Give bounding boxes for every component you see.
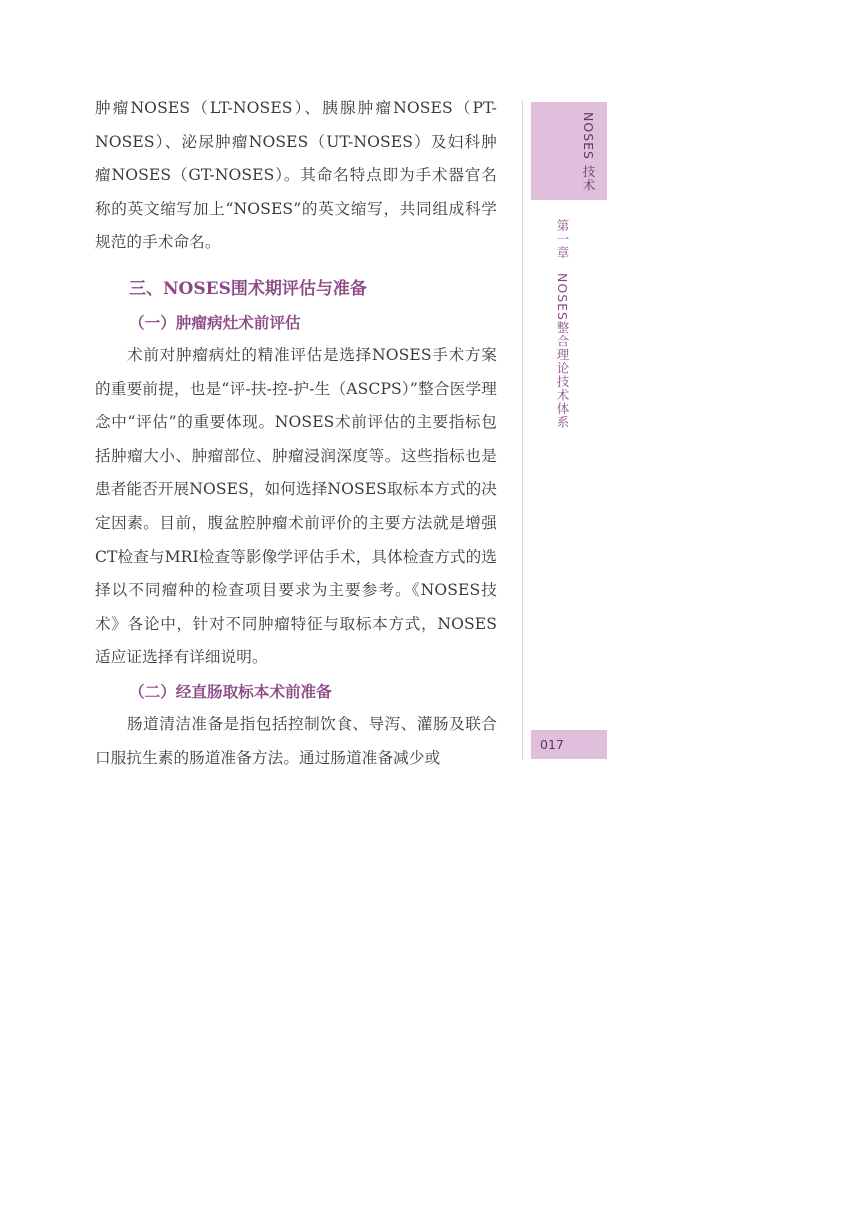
book-title: NOSES 技术 bbox=[581, 112, 596, 192]
body-paragraph: 肠道清洁准备是指包括控制饮食、导泻、灌肠及联合口服抗生素的肠道准备方法。通过肠道准备减少或 bbox=[95, 714, 497, 767]
body-paragraph: 术前对肿瘤病灶的精准评估是选择NOSES手术方案的重要前提，也是“评-扶-控-护-生（ASCPS）”整合医学理念中“评估”的重要体现。NOSES术前评估的主要指标包括肿瘤大小、肿瘤部位、肿瘤浸润深度等。这些指标也是患者能否开展NOSES，如何选择NOSES取标本方式的决定因素。目前，腹盆腔肿瘤术前评价的主要方法就是增强CT检查与MRI检查等影像学评估手术，具体检查方式的选择以不同瘤种的检查项目要求为主要参考。《NOSES技术》各论中，针对不同肿瘤特征与取标本方式，NOSES适应证选择有详细说明。 bbox=[95, 345, 497, 667]
section-heading: 三、NOSES围术期评估与准备 bbox=[129, 278, 367, 299]
book-title-tab bbox=[531, 102, 607, 200]
chapter-title: 第一章 NOSES整合理论技术体系 bbox=[555, 219, 570, 429]
main-text-column bbox=[95, 92, 497, 775]
page-number: 017 bbox=[540, 737, 564, 752]
subsection-heading: （二）经直肠取标本术前准备 bbox=[129, 682, 332, 701]
page-number-tab bbox=[531, 730, 607, 759]
column-divider bbox=[522, 100, 523, 760]
subsection-heading: （一）肿瘤病灶术前评估 bbox=[129, 313, 301, 332]
body-paragraph: 肿瘤NOSES（LT-NOSES）、胰腺肿瘤NOSES（PT-NOSES）、泌尿肿瘤NOSES（UT-NOSES）及妇科肿瘤NOSES（GT-NOSES）。其命名特点即为手术器官名称的英文缩写加上“NOSES”的英文缩写，共同组成科学规范的手术命名。 bbox=[95, 99, 497, 252]
